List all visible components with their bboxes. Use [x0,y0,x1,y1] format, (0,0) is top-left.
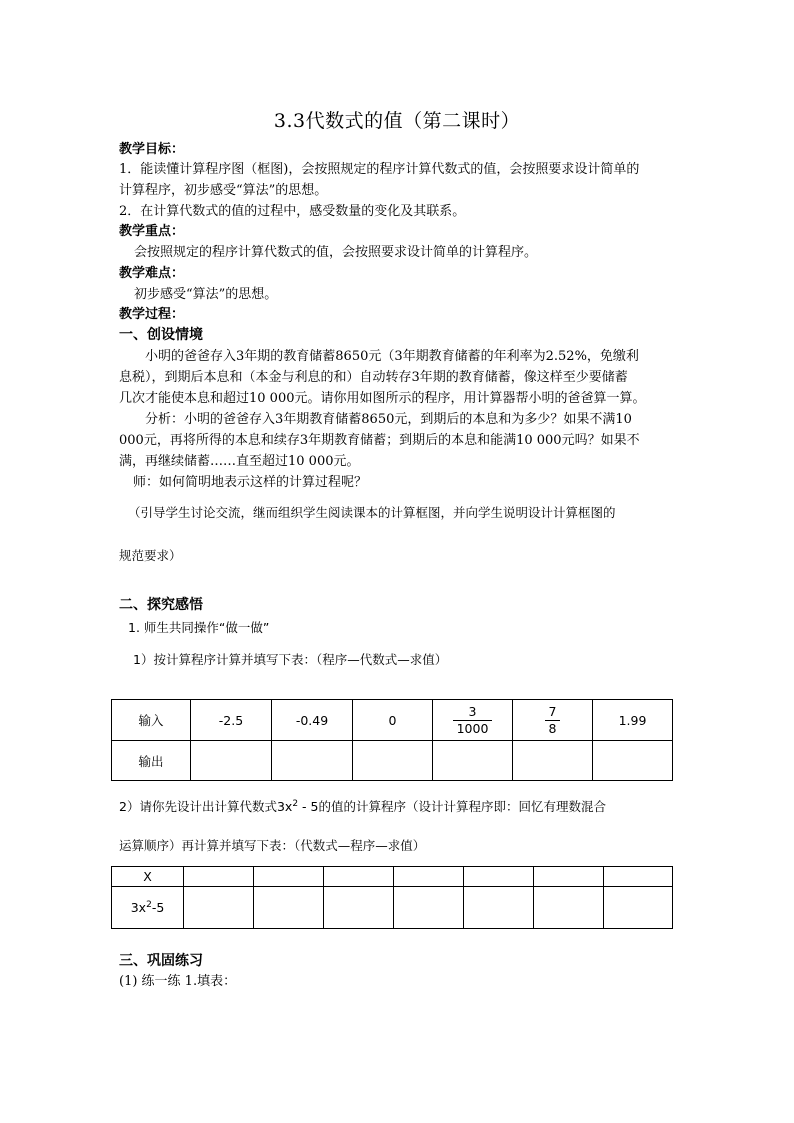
table-cell-empty [184,887,254,929]
table-cell-empty [394,867,464,887]
objectives-heading: 教学目标： [119,142,185,157]
table-cell-empty [464,887,534,929]
section2-sub2-line2: 运算顺序）再计算并填写下表：（代数式—程序—求值） [119,838,426,853]
fraction-numerator: 7 [548,703,557,719]
key-points-text: 会按照规定的程序计算代数式的值，会按照要求设计简单的计算程序。 [134,245,538,260]
table-cell-empty [593,741,673,781]
table-cell: -2.5 [191,700,272,741]
table-x-values [111,866,673,929]
section1-p2-line3: 满，再继续储蓄……直至超过10 000元。 [119,454,360,469]
key-points-heading: 教学重点： [119,224,185,239]
section3-item1: (1) 练一练 1.填表： [119,974,237,989]
fraction-numerator: 3 [468,703,477,719]
section1-p2-line1: 分析：小明的爸爸存入3年期教育储蓄8650元，到期后的本息和为多少？如果不满10 [145,412,632,427]
objective-2: 2．在计算代数式的值的过程中，感受数量的变化及其联系。 [119,204,466,219]
section2-sub1: 1）按计算程序计算并填写下表：（程序—代数式—求值） [133,652,448,667]
table-input-output [111,699,673,781]
table-cell-empty [324,867,394,887]
difficulty-heading: 教学难点： [119,266,185,281]
fraction-7-8 [545,704,561,737]
section1-p1-line3: 几次才能使本息和超过10 000元。请你用如图所示的程序，用计算器帮小明的爸爸算一算。 [119,391,646,406]
section3-heading: 三、巩固练习 [119,953,203,969]
table-cell-empty [394,887,464,929]
objective-1-line2: 计算程序，初步感受“算法”的思想。 [119,183,328,198]
table-cell: -0.49 [272,700,353,741]
table-row [112,741,673,781]
table-cell-empty [324,887,394,929]
section1-heading: 一、创设情境 [119,327,203,343]
table-row [112,867,673,887]
table-row [112,887,673,929]
process-heading: 教学过程： [119,307,185,322]
section1-guide-line2: 规范要求） [119,548,182,563]
table-cell: 0 [353,700,433,741]
section2-item1: 1. 师生共同操作“做一做” [128,620,270,635]
difficulty-text: 初步感受“算法”的思想。 [134,287,278,302]
section2-sub2-line1 [119,794,606,817]
table-cell-empty [353,741,433,781]
page-title: 3.3代数式的值（第二课时） [273,110,521,132]
row-label-input: 输入 [112,700,191,741]
table-cell-empty [191,741,272,781]
table-cell-empty [604,867,673,887]
table-cell-empty [534,867,604,887]
section1-p1-line1: 小明的爸爸存入3年期的教育储蓄8650元（3年期教育储蓄的年利率为2.52%，免缴利 [145,349,639,364]
table-cell-empty [272,741,353,781]
table-cell-empty [184,867,254,887]
expr-part-a: 3x [130,900,147,916]
fraction-denominator: 8 [545,720,561,737]
row-label-x: X [112,867,184,887]
table-cell-empty [254,887,324,929]
section2-heading: 二、探究感悟 [119,597,203,613]
table-row [112,700,673,741]
fraction-3-1000 [453,704,493,737]
section1-p1-line2: 息税），到期后本息和（本金与利息的和）自动转存3年期的教育储蓄，像这样至少要储蓄 [119,370,628,385]
sub2-text-b: - 5的值的计算程序（设计计算程序即：回忆有理数混合 [298,799,606,815]
section1-teacher: 师：如何简明地表示这样的计算过程呢？ [133,475,368,490]
table-cell-empty [433,741,513,781]
expr-exponent: 2 [146,899,152,910]
section1-p2-line2: 000元，再将所得的本息和续存3年期教育储蓄；到期后的本息和能满10 000元吗？如果不 [119,433,640,448]
table-cell-empty [513,741,593,781]
table-cell: 1.99 [593,700,673,741]
table-cell-empty [464,867,534,887]
row-label-output: 输出 [112,741,191,781]
sub2-exponent: 2 [292,799,299,809]
row-label-expression [112,887,184,929]
fraction-denominator: 1000 [453,720,493,737]
table-cell-empty [254,867,324,887]
section1-guide-line1: （引导学生讨论交流，继而组织学生阅读课本的计算框图，并向学生说明设计计算框图的 [128,505,616,520]
table-cell [513,700,593,741]
table-cell-empty [534,887,604,929]
table-cell-empty [604,887,673,929]
expr-part-b: -5 [151,900,165,916]
objective-1-line1: 1．能读懂计算程序图（框图)，会按照规定的程序计算代数式的值，会按照要求设计简单的 [119,162,640,177]
sub2-text-a: 2）请你先设计出计算代数式3x [119,799,293,815]
table-cell [433,700,513,741]
